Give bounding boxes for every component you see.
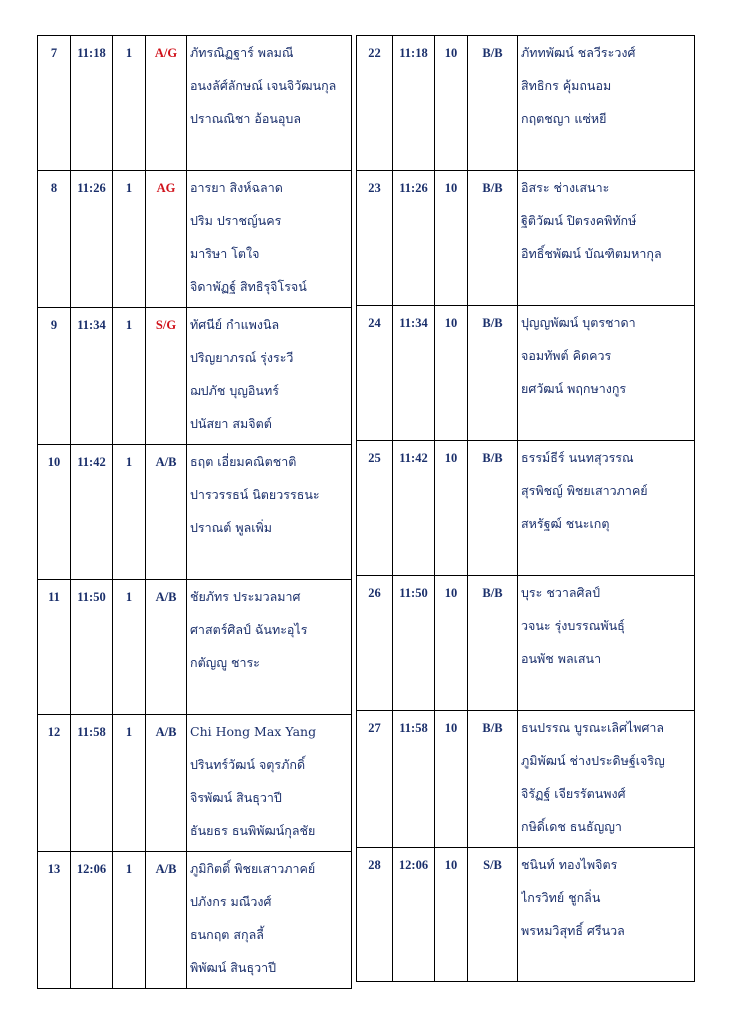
schedule-row: [357, 848, 695, 982]
player-name: จอมทัพต์ คิดควร: [521, 348, 612, 363]
player-name: ธนกฤต สกุลลี้: [190, 927, 264, 942]
player-name: จิรพัฒน์ สินธุวาปี: [190, 790, 282, 805]
tee-time: 11:58: [71, 715, 113, 852]
player-name: Chi Hong Max Yang: [190, 724, 317, 739]
tee-time: 11:50: [71, 580, 113, 715]
tee-time: 11:42: [393, 441, 435, 576]
schedule-row: [38, 715, 352, 852]
player-name: มาริษา โตใจ: [190, 246, 260, 261]
player-names: [518, 848, 695, 982]
schedule-row: [38, 445, 352, 580]
start-hole: 10: [435, 171, 468, 306]
schedule-table-right: [356, 35, 695, 982]
category-code: A/B: [146, 852, 187, 989]
category-code: S/G: [146, 308, 187, 445]
flight-number: 12: [38, 715, 71, 852]
player-name: ฐิติวัฒน์ ปิตรงคพิทักษ์: [521, 213, 637, 228]
player-name: กตัญญู ชาระ: [190, 655, 260, 670]
player-name: พิพัฒน์ สินธุวาปี: [190, 960, 277, 975]
flight-number: 24: [357, 306, 393, 441]
player-name: ภัทรณิฏฐาร์ พลมณี: [190, 45, 294, 60]
start-hole: 10: [435, 711, 468, 848]
start-hole: 10: [435, 848, 468, 982]
category-code: A/B: [146, 580, 187, 715]
player-name: ปริญยาภรณ์ รุ่งระวี: [190, 350, 294, 365]
player-name: ปนัสยา สมจิตต์: [190, 416, 272, 431]
player-name: พรหมวิสุทธิ์ ศรีนวล: [521, 923, 625, 938]
tee-time: 12:06: [71, 852, 113, 989]
player-name: ชนินท์ ทองไพจิตร: [521, 857, 618, 872]
player-names: [518, 711, 695, 848]
tee-time: 11:34: [71, 308, 113, 445]
flight-number: 28: [357, 848, 393, 982]
category-code: A/B: [146, 715, 187, 852]
player-name: กษิดิ์เดช ธนธัญญา: [521, 819, 622, 834]
player-name: จิดาพัฏฐ์ สิทธิรุจิโรจน์: [190, 279, 307, 294]
schedule-table-left: [37, 35, 352, 989]
player-name: บุระ ชวาลศิลป์: [521, 585, 601, 600]
schedule-row: [38, 580, 352, 715]
start-hole: 1: [113, 308, 146, 445]
flight-number: 10: [38, 445, 71, 580]
player-name: วจนะ รุ่งบรรณพันธุ์: [521, 618, 625, 633]
flight-number: 11: [38, 580, 71, 715]
player-name: สหรัฐฒ์ ชนะเกตุ: [521, 516, 610, 531]
player-name: ธนปรรณ บูรณะเลิศไพศาล: [521, 720, 665, 735]
player-name: อิทธิ์ชพัฒน์ บัณฑิตมหากุล: [521, 246, 662, 261]
start-hole: 10: [435, 576, 468, 711]
category-code: B/B: [468, 711, 518, 848]
start-hole: 1: [113, 445, 146, 580]
schedule-row: [357, 441, 695, 576]
flight-number: 23: [357, 171, 393, 306]
player-names: [187, 715, 352, 852]
player-name: กฤตชญา แซ่หยี: [521, 111, 607, 126]
start-hole: 10: [435, 306, 468, 441]
flight-number: 22: [357, 36, 393, 171]
player-name: ธรรม์ธีร์ นนทสุวรรณ: [521, 450, 634, 465]
player-name: ปารวรรธน์ นิตยวรรธนะ: [190, 487, 320, 502]
player-name: ปราณณิชา อ้อนอุบล: [190, 111, 301, 126]
player-name: ปริม ปราชญ์นคร: [190, 213, 282, 228]
player-name: ทัศนีย์ กำแพงนิล: [190, 317, 280, 332]
player-name: ภัททพัฒน์ ชลวีระวงศ์: [521, 45, 636, 60]
schedule-row: [357, 306, 695, 441]
player-name: ปุญญพัฒน์ บุตรชาดา: [521, 315, 636, 330]
schedule-body-left: [38, 36, 352, 989]
player-name: ชัยภัทร ประมวลมาศ: [190, 589, 301, 604]
category-code: AG: [146, 171, 187, 308]
tee-time: 11:50: [393, 576, 435, 711]
player-name: จิรัฏฐ์ เจียรรัตนพงศ์: [521, 786, 626, 801]
category-code: B/B: [468, 576, 518, 711]
player-names: [187, 445, 352, 580]
player-name: ไกรวิทย์ ชูกลิ่น: [521, 890, 601, 905]
category-code: B/B: [468, 36, 518, 171]
start-hole: 10: [435, 441, 468, 576]
start-hole: 1: [113, 852, 146, 989]
player-name: ปรินทร์วัฒน์ จตุรภักดิ์: [190, 757, 306, 772]
player-names: [187, 36, 352, 171]
schedule-row: [357, 171, 695, 306]
category-code: B/B: [468, 171, 518, 306]
player-names: [187, 171, 352, 308]
flight-number: 9: [38, 308, 71, 445]
flight-number: 7: [38, 36, 71, 171]
tee-time: 11:58: [393, 711, 435, 848]
player-name: สิทธิกร คุ้มถนอม: [521, 78, 612, 93]
start-hole: 1: [113, 580, 146, 715]
player-name: อนพัช พลเสนา: [521, 651, 602, 666]
schedule-row: [38, 171, 352, 308]
category-code: S/B: [468, 848, 518, 982]
start-hole: 10: [435, 36, 468, 171]
tee-time: 11:34: [393, 306, 435, 441]
flight-number: 13: [38, 852, 71, 989]
start-hole: 1: [113, 171, 146, 308]
player-name: อิสระ ช่างเสนาะ: [521, 180, 610, 195]
player-names: [518, 576, 695, 711]
schedule-row: [357, 36, 695, 171]
category-code: B/B: [468, 441, 518, 576]
flight-number: 27: [357, 711, 393, 848]
tee-time: 11:26: [71, 171, 113, 308]
flight-number: 25: [357, 441, 393, 576]
player-names: [187, 308, 352, 445]
player-name: ฌปภัช บุญอินทร์: [190, 383, 279, 398]
start-hole: 1: [113, 36, 146, 171]
player-name: อารยา สิงห์ฉลาด: [190, 180, 283, 195]
tee-time: 11:18: [71, 36, 113, 171]
player-name: ศาสตร์ศิลป์ ฉันทะอุไร: [190, 622, 308, 637]
start-hole: 1: [113, 715, 146, 852]
category-code: B/B: [468, 306, 518, 441]
player-names: [518, 306, 695, 441]
player-names: [518, 36, 695, 171]
tee-time: 11:18: [393, 36, 435, 171]
player-name: ธันยธร ธนพิพัฒน์กุลชัย: [190, 823, 316, 838]
player-names: [518, 171, 695, 306]
schedule-row: [357, 711, 695, 848]
player-name: ธฤต เอี่ยมคณิตชาติ: [190, 454, 297, 469]
player-name: อนงลัศ์ลักษณ์ เจนจิวัฒนกุล: [190, 78, 337, 93]
schedule-row: [38, 308, 352, 445]
player-names: [187, 580, 352, 715]
schedule-row: [38, 852, 352, 989]
player-name: สุรพิชญ์ พิชยเสาวภาคย์: [521, 483, 648, 498]
player-name: ภูมิกิตติ์ พิชยเสาวภาคย์: [190, 861, 316, 876]
player-names: [518, 441, 695, 576]
tee-time: 11:42: [71, 445, 113, 580]
category-code: A/B: [146, 445, 187, 580]
player-name: ปภังกร มณีวงศ์: [190, 894, 272, 909]
schedule-row: [38, 36, 352, 171]
player-name: ยศวัฒน์ พฤกษางกูร: [521, 381, 627, 396]
tee-time: 11:26: [393, 171, 435, 306]
category-code: A/G: [146, 36, 187, 171]
schedule-row: [357, 576, 695, 711]
tee-time: 12:06: [393, 848, 435, 982]
flight-number: 8: [38, 171, 71, 308]
player-name: ภูมิพัฒน์ ช่างประดิษฐ์เจริญ: [521, 753, 665, 768]
player-name: ปราณต์ พูลเพิ่ม: [190, 520, 273, 535]
flight-number: 26: [357, 576, 393, 711]
player-names: [187, 852, 352, 989]
schedule-body-right: [357, 36, 695, 982]
